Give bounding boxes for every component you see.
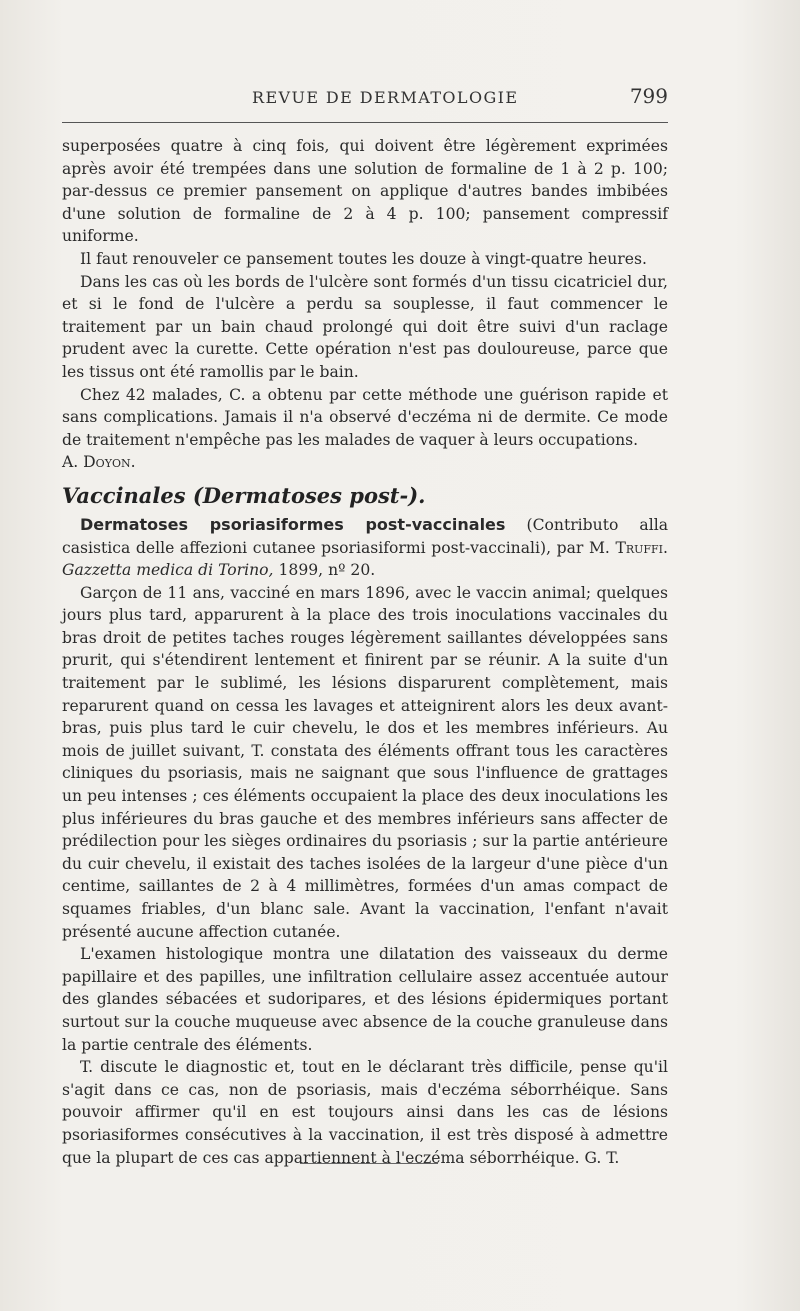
- paragraph: Chez 42 malades, C. a obtenu par cette méthode une guérison rapide et sans complications. Jamais il n'a observé d'eczéma ni de dermite. Ce mode de traitement n'empêche pas les malades de vaquer à leurs occupations.: [62, 385, 668, 449]
- paragraph: superposées quatre à cinq fois, qui doivent être légèrement exprimées après avoir été trempées dans une solution de formaline de 1 à 2 p. 100; par-dessus ce premier pansement on applique d'autres bandes imbibées d'une solution de formaline de 2 à 4 p. 100; pansement compressif uniforme.: [62, 137, 668, 246]
- paragraph: Garçon de 11 ans, vacciné en mars 1896, avec le vaccin animal; quelques jours plus tard, apparurent à la place des trois inoculations vaccinales du bras droit de petites taches rouges légèrement saillantes développées sans prurit, qui s'étendirent lentement et finirent par se réunir. A la suite d'un traitement par le sublimé, les lésions disparurent complètement, mais reparurent quand on cessa les lavages et atteignirent alors les deux avant-bras, puis plus tard le cuir chevelu, le dos et les membres inférieurs. Au mois de juillet suivant, T. constata des éléments offrant tous les caractères cliniques du psoriasis, mais ne saignant que sous l'influence de grattages un peu intenses ; ces éléments occupaient la place des deux inoculations les plus inférieures du bras gauche et des membres inférieurs sans affecter de prédilection pour les sièges ordinaires du psoriasis ; sur la partie antérieure du cuir chevelu, il existait des taches isolées de la largeur d'une pièce d'un centime, saillantes de 2 à 4 millimètres, formées d'un amas compact de squames friables, d'un blanc sale. Avant la vaccination, l'enfant n'avait présenté aucune affection cutanée.: [62, 583, 668, 941]
- page-body: [62, 135, 668, 1169]
- header-rule: [62, 122, 668, 123]
- article-title: Dermatoses psoriasiformes post-vaccinales: [80, 514, 506, 534]
- page-number: 799: [629, 84, 668, 108]
- end-rule: [300, 1163, 438, 1164]
- signature-name: A. Doyon.: [62, 453, 136, 472]
- signature: [62, 451, 668, 474]
- paragraph: L'examen histologique montra une dilatation des vaisseaux du derme papillaire et des papilles, une infiltration cellulaire assez accentuée autour des glandes sébacées et sudoripares, et des lésions épidermiques portant surtout sur la couche muqueuse avec absence de la couche granuleuse dans la partie centrale des éléments.: [62, 945, 668, 1054]
- paragraph: Il faut renouveler ce pansement toutes les douze à vingt-quatre heures.: [80, 249, 647, 268]
- citation: 1899, nº 20.: [278, 561, 376, 580]
- original-title: (Contributo alla casistica delle affezioni cutanee psoriasiformi post-vaccinali), par M.: [62, 515, 668, 557]
- section-heading: Vaccinales (Dermatoses post-).: [62, 482, 426, 508]
- page-header: [62, 84, 668, 114]
- running-title: REVUE DE DERMATOLOGIE: [252, 88, 519, 107]
- article-reference: [62, 514, 668, 582]
- paragraph: T. discute le diagnostic et, tout en le déclarant très difficile, pense qu'il s'agit dans ce cas, non de psoriasis, mais d'eczéma séborrhéique. Sans pouvoir affirmer qu'il en est toujours ainsi dans les cas de lésions psoriasiformes consécutives à la vaccination, il est très disposé à admettre que la plupart de ces cas appartiennent à l'eczéma séborrhéique. G. T.: [62, 1058, 668, 1167]
- paragraph: Dans les cas où les bords de l'ulcère sont formés d'un tissu cicatriciel dur, et si le fond de l'ulcère a perdu sa souplesse, il faut commencer le traitement par un bain chaud prolongé qui doit être suivi d'un raclage prudent avec la curette. Cette opération n'est pas douloureuse, parce que les tissus ont été ramollis par le bain.: [62, 272, 668, 381]
- article-author: Truffi.: [615, 538, 668, 557]
- journal-name: Gazzetta medica di Torino,: [62, 561, 274, 580]
